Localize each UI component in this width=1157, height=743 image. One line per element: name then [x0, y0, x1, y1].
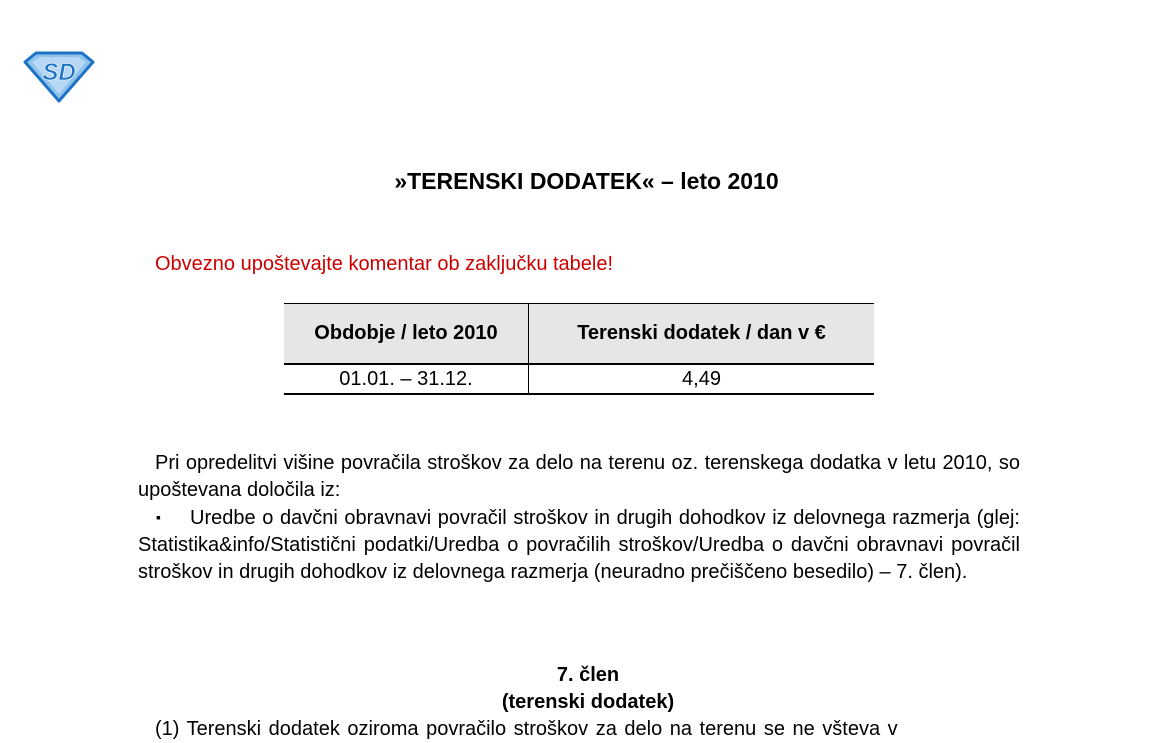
article-paragraph: (1) Terenski dodatek oziroma povračilo stroškov za delo na terenu se ne všteva v: [155, 718, 898, 740]
bullet-item-text: Uredbe o davčni obravnavi povračil stroškov in drugih dohodkov iz delovnega razmerja (glej: Statistika&info/Statistični podatki/Uredba o povračilih stroškov/Uredba o davčni obravnavi povračil stroškov in drugih dohodkov iz delovnega razmerja (neuradno prečiščeno besedilo) – 7. člen).: [138, 507, 1020, 583]
svg-text:SD: SD: [42, 59, 76, 86]
rates-table: [284, 303, 874, 395]
column-header-period: Obdobje / leto 2010: [284, 304, 529, 365]
column-header-allowance: Terenski dodatek / dan v €: [529, 304, 875, 365]
warning-note: Obvezno upoštevajte komentar ob zaključku tabele!: [155, 253, 614, 275]
bullet-marker-icon: ▪: [156, 509, 161, 525]
intro-paragraph: Pri opredelitvi višine povračila stroškov za delo na terenu oz. terenskega dodatka v letu 2010, so upoštevana določila iz:: [138, 452, 1020, 501]
article-number: 7. člen: [556, 664, 620, 686]
table-row: [284, 364, 874, 394]
article-subtitle: (terenski dodatek): [501, 691, 675, 713]
company-logo: [22, 48, 96, 104]
page-title: »TERENSKI DODATEK« – leto 2010: [394, 168, 779, 194]
cell-allowance: 4,49: [529, 364, 875, 394]
cell-period: 01.01. – 31.12.: [284, 364, 529, 394]
table-header-row: [284, 304, 874, 365]
bullet-list-item: [138, 504, 1020, 586]
